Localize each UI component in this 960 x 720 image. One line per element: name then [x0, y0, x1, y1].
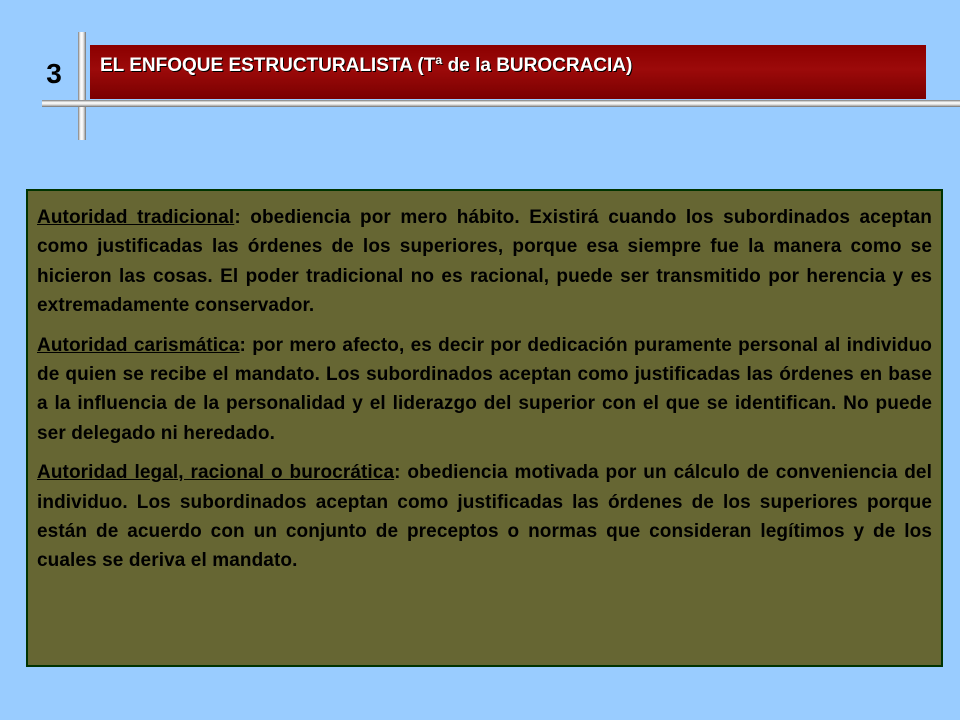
title-banner — [90, 45, 926, 99]
definition-autoridad-legal: : obediencia motivada por un cálculo de conveniencia del individuo. Los subordinados aceptan como justificadas las órdenes de los superiores porque están de acuerdo con un conjunto de preceptos o normas que consideran legítimos y de los cuales se deriva el mandato. — [37, 462, 932, 572]
paragraph-autoridad-carismatica — [37, 331, 932, 449]
definition-autoridad-tradicional: : obediencia por mero hábito. Existirá cuando los subordinados aceptan como justificadas las órdenes de los superiores, porque esa siempre fue la manera como se hicieron las cosas. El poder tradicional no es racional, puede ser transmitido por herencia y es extremadamente conservador. — [37, 207, 932, 317]
paragraph-autoridad-tradicional — [37, 203, 932, 321]
vertical-divider-line — [78, 32, 86, 140]
definition-autoridad-carismatica: : por mero afecto, es decir por dedicación puramente personal al individuo de quien se recibe el mandato. Los subordinados aceptan como justificadas las órdenes en base a la influencia de la personalidad y el liderazgo del superior con el que se identifican. No puede ser delegado ni heredado. — [37, 334, 933, 444]
paragraph-autoridad-legal — [37, 458, 932, 576]
term-autoridad-tradicional: Autoridad tradicional — [37, 207, 235, 228]
content-box — [26, 189, 943, 667]
term-autoridad-legal: Autoridad legal, racional o burocrática — [37, 462, 395, 484]
slide-title: EL ENFOQUE ESTRUCTURALISTA (Tª de la BUROCRACIA) — [100, 55, 633, 76]
horizontal-divider-line — [42, 100, 960, 107]
term-autoridad-carismatica: Autoridad carismática — [37, 334, 240, 356]
slide-number: 3 — [46, 58, 62, 89]
